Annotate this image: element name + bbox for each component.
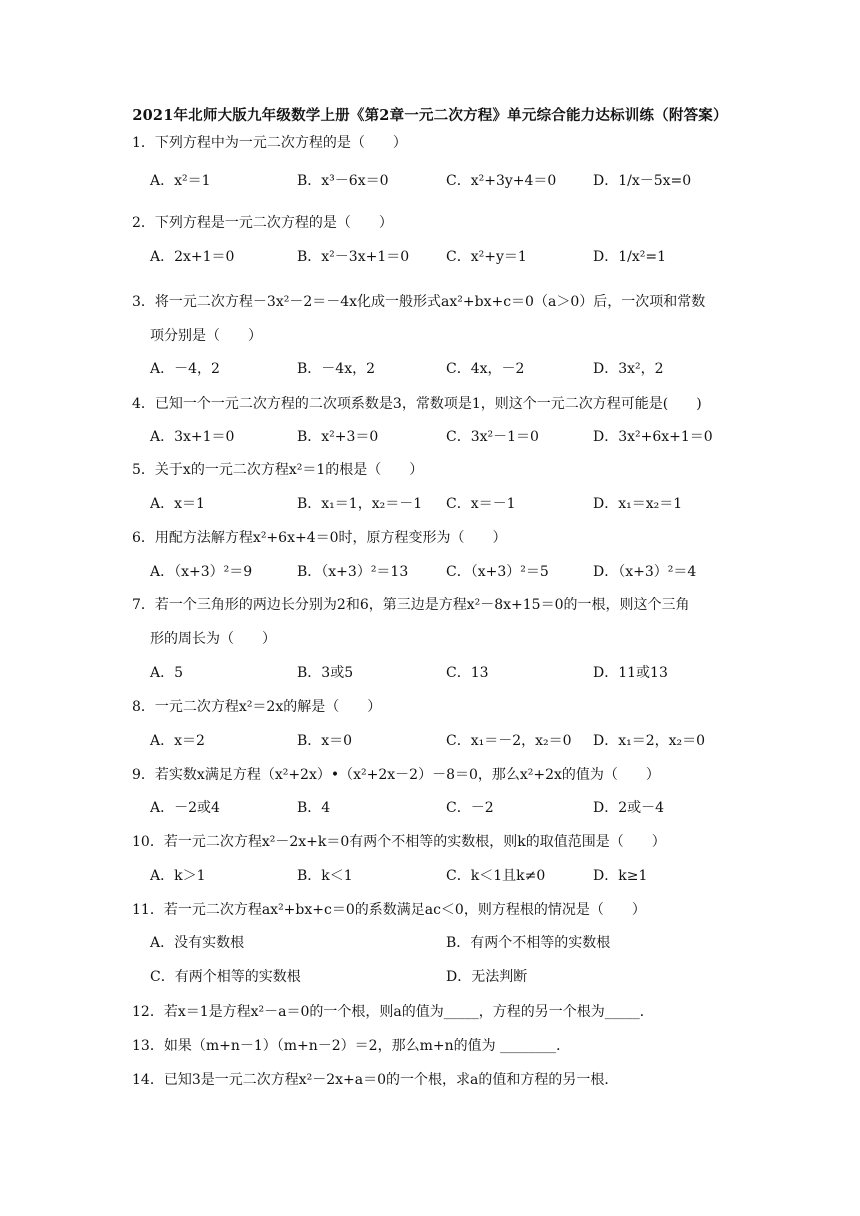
option-c: C．（x+3）²＝5	[446, 564, 549, 580]
option-d: D．x₁＝2，x₂＝0	[593, 733, 706, 749]
question-7-continued: 形的周长为（ ）	[150, 631, 276, 647]
question-2: 2．下列方程是一元二次方程的是（ ）	[132, 215, 393, 231]
options-q6	[150, 560, 750, 584]
option-a: A．x＝1	[150, 496, 205, 512]
option-c: C．3x²－1＝0	[446, 429, 539, 445]
option-d: D．3x²+6x+1＝0	[593, 429, 713, 445]
option-b: B．（x+3）²＝13	[297, 564, 409, 580]
option-b: B．k＜1	[297, 868, 353, 884]
option-a: A．x＝2	[150, 733, 205, 749]
option-a: A．5	[150, 665, 184, 681]
options-q8	[150, 729, 750, 753]
option-b: B．－4x，2	[297, 361, 375, 377]
question-12: 12．若x＝1是方程x²－a＝0的一个根，则a的值为_____，方程的另一个根为_____．	[132, 1004, 654, 1020]
option-d: D．2或－4	[593, 800, 665, 816]
option-a: A．2x+1＝0	[150, 249, 235, 265]
option-b: B．x＝0	[297, 733, 353, 749]
question-1: 1．下列方程中为一元二次方程的是（ ）	[132, 135, 407, 151]
option-d: D．3x²，2	[593, 361, 664, 377]
option-d: D．x₁＝x₂＝1	[593, 496, 683, 512]
option-a: A．－2或4	[150, 800, 220, 816]
option-b: B．有两个不相等的实数根	[446, 935, 611, 951]
question-8: 8．一元二次方程x²＝2x的解是（ ）	[132, 699, 382, 715]
question-3-continued: 项分别是（ ）	[150, 328, 262, 344]
option-b: B．x²+3＝0	[297, 429, 379, 445]
question-6: 6．用配方法解方程x²+6x+4＝0时，原方程变形为（ ）	[132, 530, 507, 546]
option-b: B．x²－3x+1＝0	[297, 249, 410, 265]
options-q2	[150, 245, 750, 269]
option-d: D．11或13	[593, 665, 668, 681]
option-c: C．x²+y＝1	[446, 249, 527, 265]
options-q4	[150, 425, 750, 449]
option-d: D．无法判断	[446, 969, 528, 985]
option-c: C．x₁＝－2，x₂＝0	[446, 733, 572, 749]
question-3: 3．将一元二次方程－3x²－2＝－4x化成一般形式ax²+bx+c＝0（a＞0）后，一次项和常数	[132, 294, 706, 310]
option-c: C．k＜1且k≠0	[446, 868, 546, 884]
question-5: 5．关于x的一元二次方程x²＝1的根是（ ）	[132, 462, 424, 478]
option-a: A．3x+1＝0	[150, 429, 235, 445]
question-4: 4．已知一个一元二次方程的二次项系数是3，常数项是1，则这个一元二次方程可能是( )	[132, 396, 702, 412]
option-a: A．没有实数根	[150, 935, 245, 951]
options-q9	[150, 796, 750, 820]
option-d: D．1/x²=1	[593, 249, 666, 265]
option-d: D．1/x－5x=0	[593, 173, 692, 189]
option-b: B．3或5	[297, 665, 354, 681]
option-b: B．4	[297, 800, 331, 816]
question-13: 13．如果（m+n－1）（m+n－2）＝2，那么m+n的值为 ________．	[132, 1038, 571, 1054]
question-7: 7．若一个三角形的两边长分别为2和6，第三边是方程x²－8x+15＝0的一根，则这个三角	[132, 597, 690, 613]
option-d: D．k≥1	[593, 868, 648, 884]
document-title: 2021年北师大版九年级数学上册《第2章一元二次方程》单元综合能力达标训练（附答案）	[132, 107, 728, 124]
question-14: 14．已知3是一元二次方程x²－2x+a＝0的一个根，求a的值和方程的另一根．	[132, 1072, 619, 1088]
options-q5	[150, 492, 750, 516]
option-d: D．（x+3）²＝4	[593, 564, 697, 580]
question-10: 10．若一元二次方程x²－2x+k＝0有两个不相等的实数根，则k的取值范围是（ ）	[132, 834, 666, 850]
option-b: B．x₁＝1，x₂＝－1	[297, 496, 423, 512]
options-q11-row1	[150, 931, 750, 955]
options-q7	[150, 661, 750, 685]
option-a: A．k＞1	[150, 868, 206, 884]
option-a: A．x²＝1	[150, 173, 211, 189]
option-c: C．有两个相等的实数根	[150, 969, 301, 985]
option-c: C．x²+3y+4＝0	[446, 173, 557, 189]
options-q11-row2	[150, 965, 750, 989]
option-b: B．x³－6x＝0	[297, 173, 389, 189]
option-a: A．（x+3）²＝9	[150, 564, 253, 580]
question-11: 11．若一元二次方程ax²+bx+c＝0的系数满足ac＜0，则方程根的情况是（ ）	[132, 902, 646, 918]
option-a: A．－4，2	[150, 361, 220, 377]
options-q3	[150, 357, 750, 381]
question-9: 9．若实数x满足方程（x²+2x）•（x²+2x－2）－8＝0，那么x²+2x的值为（ ）	[132, 767, 660, 783]
option-c: C．13	[446, 665, 489, 681]
options-q1	[150, 169, 750, 193]
option-c: C．4x，－2	[446, 361, 525, 377]
option-c: C．x＝－1	[446, 496, 516, 512]
options-q10	[150, 864, 750, 888]
option-c: C．－2	[446, 800, 494, 816]
